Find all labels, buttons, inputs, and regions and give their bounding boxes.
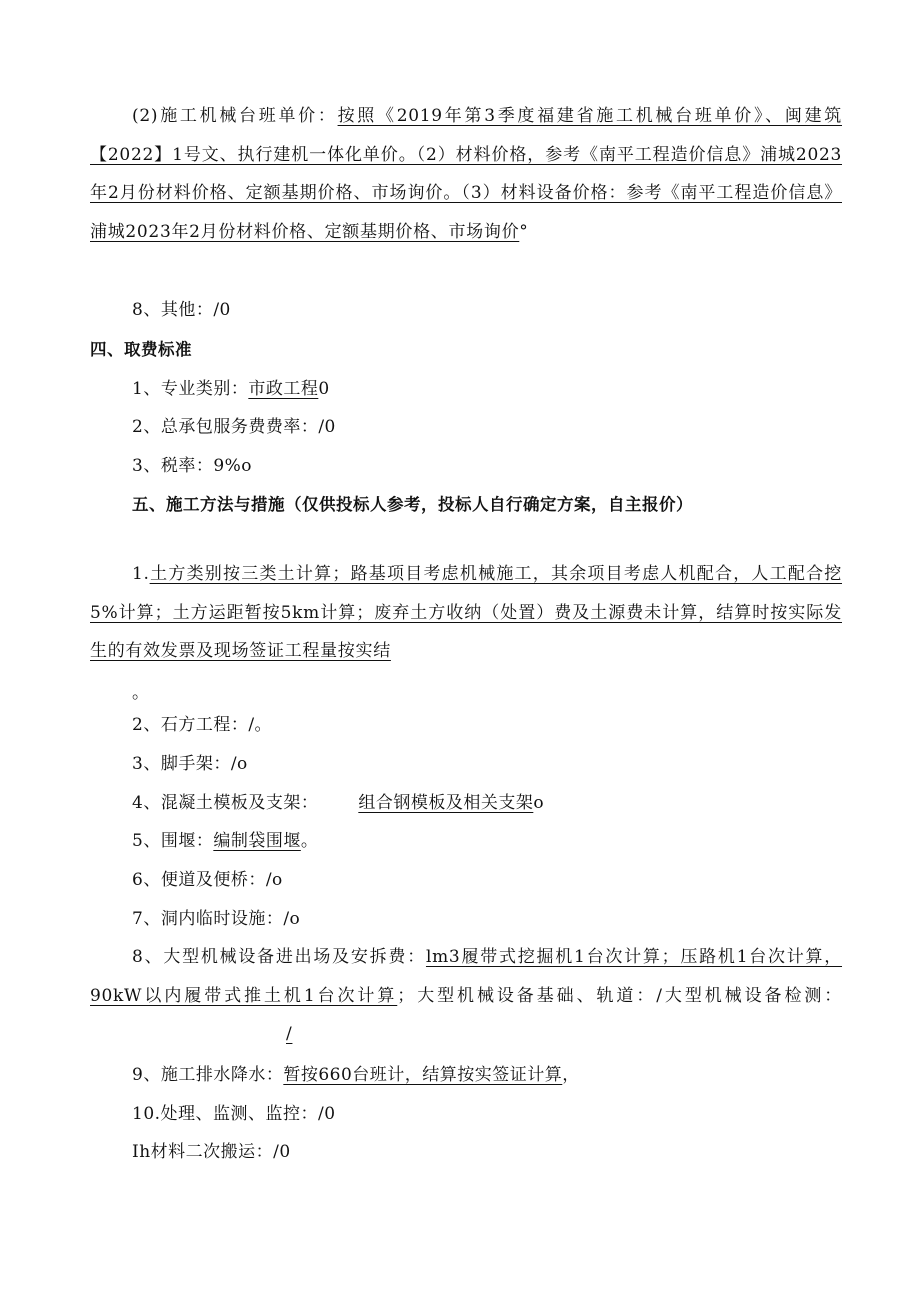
item-label: 8、大型机械设备进出场及安拆费： — [132, 947, 426, 967]
item-value: 编制袋围堰 — [213, 831, 301, 851]
paragraph-large-machinery — [90, 938, 842, 1054]
item-value: 市政工程 — [248, 379, 319, 399]
item-label: 5、围堰： — [132, 831, 214, 851]
item-tax-rate: 3、税率：9%o — [132, 456, 253, 476]
item-suffix: 0 — [318, 379, 330, 399]
item-access-road: 6、便道及便桥：/o — [132, 870, 283, 890]
item-label: 9、施工排水降水： — [132, 1065, 284, 1085]
paragraph-underlined-text: 土方类别按三类土计算；路基项目考虑机械施工，其余项目考虑人机配合，人工配合挖5%计算；土方运距暂按5km计算；废弃土方收纳（处置）费及土源费未计算，结算时按实际发生的有效发票及现场签证工程量按实结 — [90, 564, 842, 661]
item-drainage — [132, 1063, 832, 1087]
item-tunnel-facilities: 7、洞内临时设施：/o — [132, 909, 301, 929]
item-label: 1、专业类别： — [132, 379, 249, 399]
paragraph-earthwork-tail: 。 — [132, 683, 150, 703]
section-heading-fees: 四、取费标准 — [90, 340, 192, 359]
item-secondary-transport: Ih材料二次搬运：/0 — [132, 1142, 291, 1162]
item-rest-text: ；大型机械设备基础、轨道：/大型机械设备检测： — [397, 985, 843, 1006]
item-other: 8、其他：/0 — [132, 300, 231, 320]
item-end-mark: / — [286, 1024, 293, 1044]
item-scaffold: 3、脚手架：/o — [132, 754, 248, 774]
item-value: 暂按660台班计，结算按实签证计算 — [283, 1065, 563, 1085]
paragraph-earthwork — [90, 555, 842, 671]
item-value: 组合钢模板及相关支架 — [358, 793, 534, 813]
item-suffix: 。 — [300, 831, 319, 851]
paragraph-prefix: (2)施工机械台班单价： — [132, 106, 338, 126]
item-label: 4、混凝土模板及支架： — [132, 793, 319, 813]
paragraph-suffix: ° — [519, 221, 529, 242]
item-underlined-text: lm3履带式挖掘机1台次计算；压路机1台次计算，90kW以内履带式推土机1台次计算 — [90, 947, 843, 1006]
section-heading-methods: 五、施工方法与措施（仅供投标人参考，投标人自行确定方案，自主报价） — [132, 495, 693, 514]
item-specialty-type — [132, 377, 832, 401]
item-service-fee-rate: 2、总承包服务费费率：/0 — [132, 417, 336, 437]
paragraph-machine-price — [90, 97, 842, 251]
item-cofferdam — [132, 829, 832, 853]
item-monitoring: 10.处理、监测、监控：/0 — [132, 1104, 336, 1124]
item-suffix: ， — [562, 1065, 580, 1085]
item-stonework: 2、石方工程：/。 — [132, 715, 273, 735]
paragraph-number: 1. — [132, 564, 150, 584]
paragraph-underlined-text: 按照《2019年第3季度福建省施工机械台班单价》、闽建筑【2022】1号文、执行建机一体化单价。（2）材料价格，参考《南平工程造价信息》浦城2023年2月份材料价格、定额基期价格、市场询价。（3）材料设备价格：参考《南平工程造价信息》浦城2023年2月份材料价格、定额基期价格、市场询价 — [90, 106, 842, 242]
item-concrete-formwork — [132, 791, 832, 815]
item-suffix: o — [533, 793, 545, 813]
